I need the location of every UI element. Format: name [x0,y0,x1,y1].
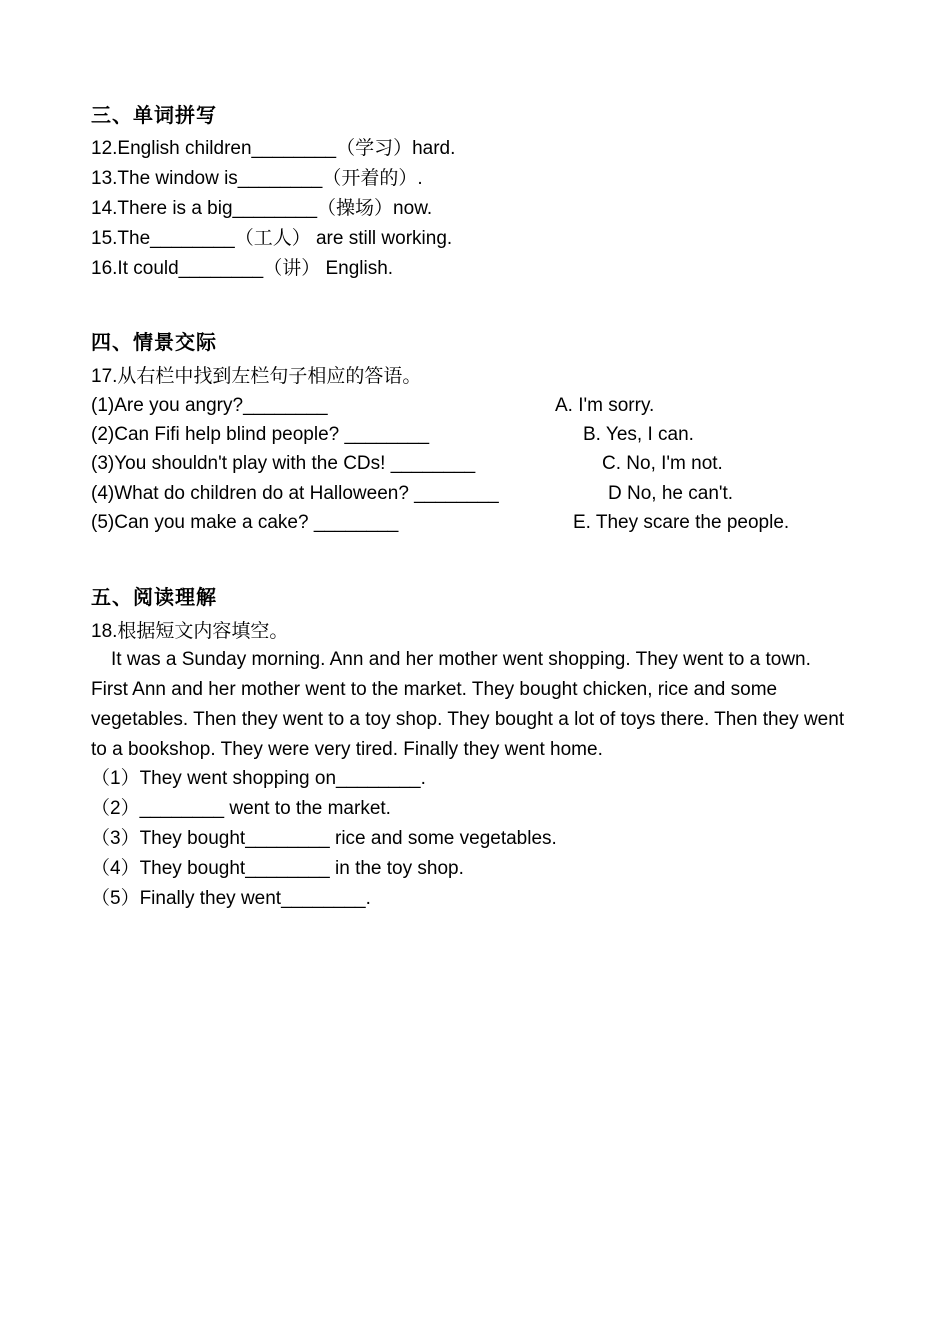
reading-passage: It was a Sunday morning. Ann and her mother went shopping. They went to a town. First Ann and her mother went to the market. They bought chicken, rice and some vegetables. Then they went to a toy shop. They bought a lot of toys there. Then they went to a bookshop. They were very tired. Finally they went home. [91,649,845,760]
matching-answer-d: D No, he can't. [608,483,734,504]
matching-question-2: (2)Can Fifi help blind people? ________ [91,424,430,445]
matching-question-3: (3)You shouldn't play with the CDs! ________ [91,453,476,474]
reading-question-5: （5）Finally they went________. [91,888,371,909]
spelling-item-12: 12.English children________（学习）hard. [91,138,456,159]
reading-question-3: （3）They bought________ rice and some vegetables. [91,828,557,849]
spelling-item-13: 13.The window is________（开着的）. [91,168,423,189]
spelling-item-15: 15.The________（工人） are still working. [91,228,453,249]
reading-instruction: 18.根据短文内容填空。 [91,621,289,642]
matching-question-4: (4)What do children do at Halloween? ________ [91,483,499,504]
matching-answer-c: C. No, I'm not. [602,453,723,474]
matching-instruction: 17.从右栏中找到左栏句子相应的答语。 [91,366,422,387]
spelling-item-14: 14.There is a big________（操场）now. [91,198,433,219]
reading-question-4: （4）They bought________ in the toy shop. [91,858,464,879]
spelling-item-16: 16.It could________（讲） English. [91,258,394,279]
reading-question-1: （1）They went shopping on________. [91,768,426,789]
matching-question-5: (5)Can you make a cake? ________ [91,512,399,533]
matching-answer-e: E. They scare the people. [573,512,790,533]
reading-question-2: （2）________ went to the market. [91,798,391,819]
matching-answer-a: A. I'm sorry. [555,395,655,416]
section-heading-dialogue: 四、情景交际 [91,330,217,354]
section-heading-reading: 五、阅读理解 [91,585,217,609]
matching-answer-b: B. Yes, I can. [583,424,694,445]
matching-question-1: (1)Are you angry?________ [91,395,328,416]
section-heading-spelling: 三、单词拼写 [91,103,217,127]
